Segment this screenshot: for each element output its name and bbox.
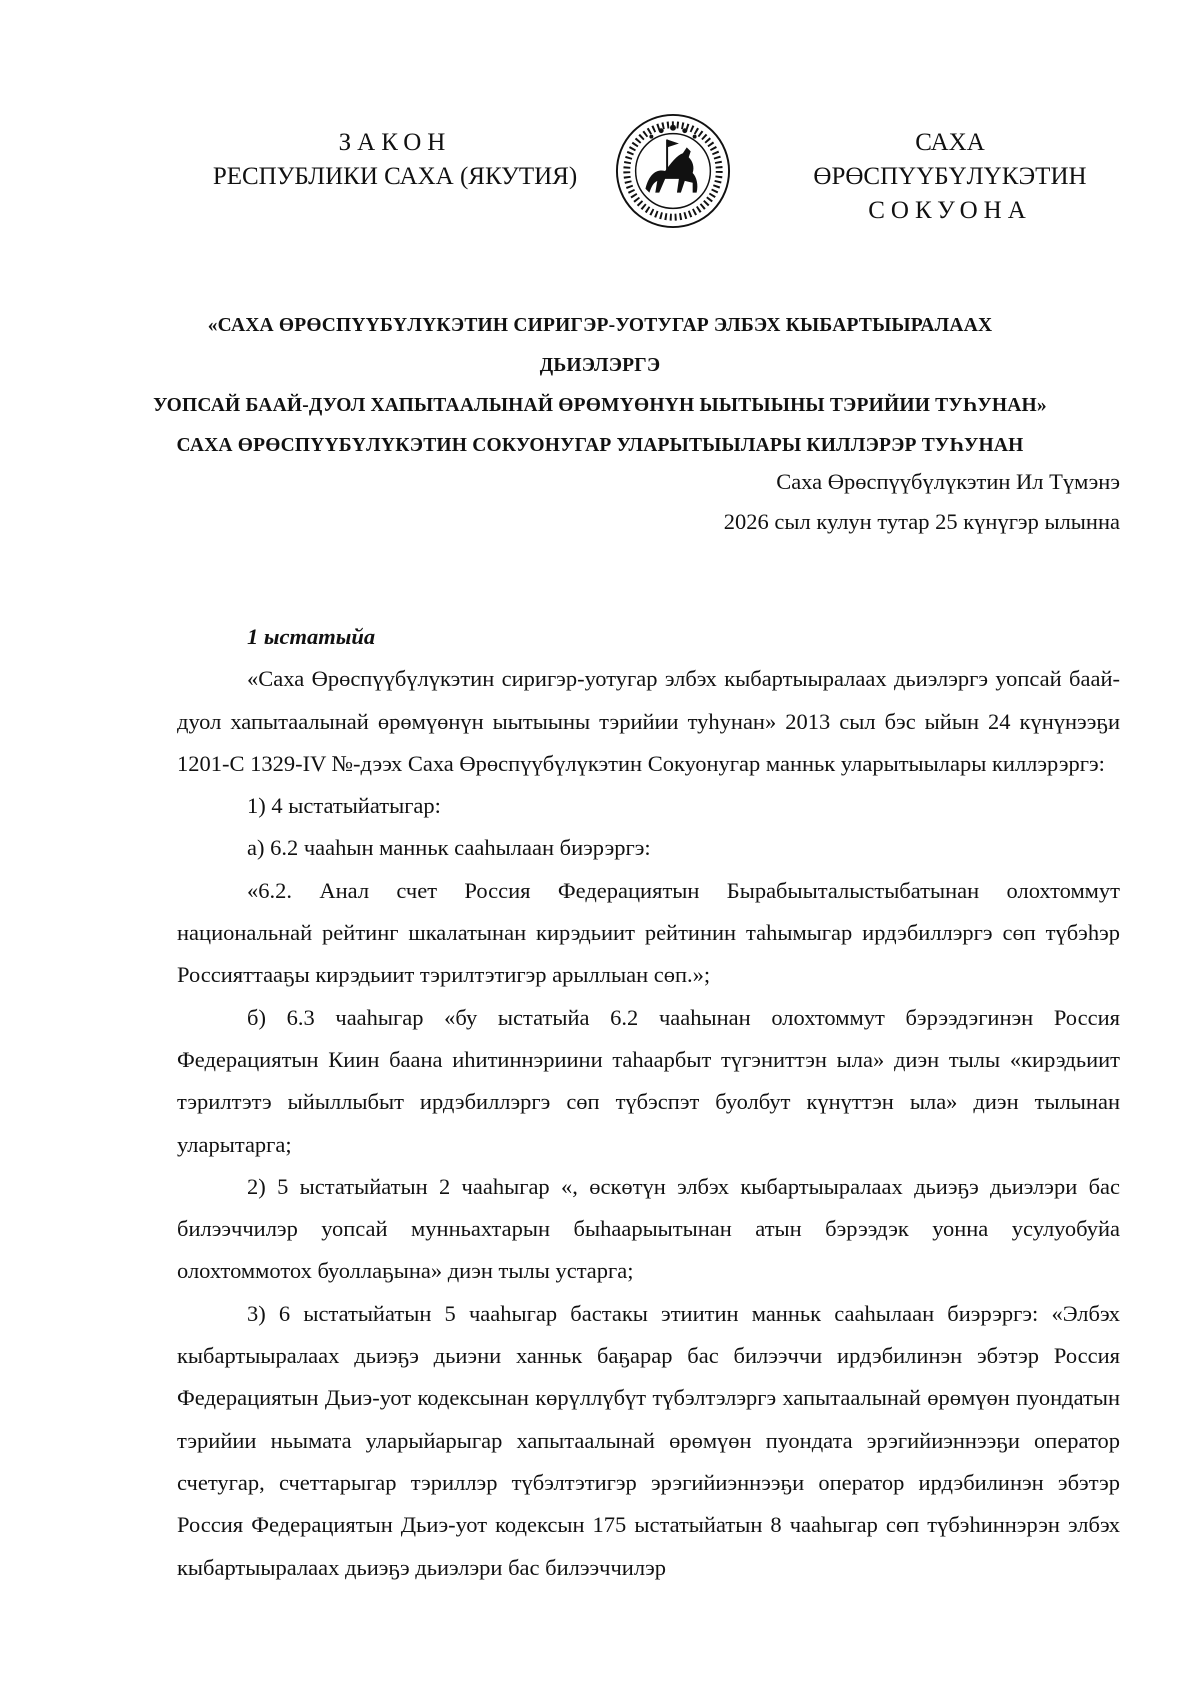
paragraph: «6.2. Анал счет Россия Федерациятын Бырабыыталыстыбатынан олохтоммут национальнай рейтинг шкалатынан кирэдьиит рейтинин таһымыгар ирдэбиллэргэ сөп түбэһэр Россияттааҕы кирэдьиит тэрилтэтигэр арыллыан сөп.»; xyxy=(177,877,1120,988)
republic-name-sakha: САХА ӨРӨСПҮҮБҮЛҮКЭТИН xyxy=(813,129,1087,190)
paragraph: 3) 6 ыстатыйатын 5 чааһыгар бастакы этиитин манньк сааһылаан биэрэргэ: «Элбэх кыбартыыралаах дьиэҕэ дьиэни ханньк баҕарар бас билээччи ирдэбилинэн эбэтэр Россия Федерациятын Дьиэ-уот кодексынан көрүллүбүт түбэлтэлэргэ хапытаалынай өрөмүөн пуондатын тэрийии ньымата уларыйарыгар хапытаалынай өрөмүөн пуондата эрэгийиэннээҕи оператор счетугар, счеттарыгар тэриллэр түбэлтэтигэр эрэгийиэннээҕи оператор ирдэбилинэн эбэтэр Россия Федерациятын Дьиэ-уот кодексын 175 ыстатыйатын 8 чааһыгар сөп түбэһиннэрэн элбэх кыбартыыралаах дьиэҕэ дьиэлэри бас билээччилэр xyxy=(177,1300,1120,1580)
coat-of-arms-emblem-icon xyxy=(614,112,732,230)
header-right xyxy=(780,126,1120,228)
article-heading: 1 ыстатыйа xyxy=(247,624,376,649)
paragraph: «Саха Өрөспүүбүлүкэтин сиригэр-уотугар элбэх кыбартыыралаах дьиэлэргэ уопсай баай-дуол хапытаалынай өрөмүөнүн ыытыыны тэрийии туһунан» 2013 сыл бэс ыйын 24 күнүнээҕи 1201-С 1329-IV №-дээх Саха Өрөспүүбүлүкэтин Сокуонугар манньк уларытыылары киллэрэргэ: xyxy=(177,666,1120,776)
title-line-1: «САХА ӨРӨСПҮҮБҮЛҮКЭТИН СИРИГЭР-УОТУГАР ЭЛБЭХ КЫБАРТЫЫРАЛААХ ДЬИЭЛЭРГЭ xyxy=(207,315,993,376)
adoption-block xyxy=(724,462,1120,542)
header-left xyxy=(210,126,580,194)
paragraph: 2) 5 ыстатыйатын 2 чааһыгар «, өскөтүн элбэх кыбартыыралаах дьиэҕэ дьиэлэри бас билээччилэр уопсай мунньахтарын быһаарыытынан атын бэрээдэк уонна усулуобуйа олохтоммотох буоллаҕына» диэн тылы устарга; xyxy=(177,1173,1120,1284)
paragraph: а) 6.2 чааһын манньк сааһылаан биэрэргэ: xyxy=(247,835,651,861)
adopting-body: Саха Өрөспүүбүлүкэтин Ил Түмэнэ xyxy=(776,469,1120,494)
law-label-sakha: СОКУОНА xyxy=(868,197,1032,224)
title-line-2: УОПСАЙ БААЙ-ДУОЛ ХАПЫТААЛЫНАЙ ӨРӨМҮӨНҮН ЫЫТЫЫНЫ ТЭРИЙИИ ТУҺУНАН» xyxy=(153,395,1047,416)
law-title xyxy=(150,306,1050,466)
title-line-3: САХА ӨРӨСПҮҮБҮЛҮКЭТИН СОКУОНУГАР УЛАРЫТЫЫЛАРЫ КИЛЛЭРЭР ТУҺУНАН xyxy=(176,435,1024,456)
republic-name-ru: РЕСПУБЛИКИ САХА (ЯКУТИЯ) xyxy=(212,163,578,190)
law-label-ru: ЗАКОН xyxy=(338,129,452,156)
paragraph: 1) 4 ыстатыйатыгар: xyxy=(247,793,441,819)
document-body xyxy=(177,616,1120,1589)
paragraph: б) 6.3 чааһыгар «бу ыстатыйа 6.2 чааһынан олохтоммут бэрээдэгинэн Россия Федерациятын Киин баана иһитиннэриини таһаарбыт түгэниттэн ыла» диэн тылы «кирэдьиит тэрилтэтэ ыйыллыбыт ирдэбиллэргэ сөп түбэспэт буолбут күнүттэн ыла» диэн тылынан уларытарга; xyxy=(177,1004,1120,1157)
adoption-date: 2026 сыл кулун тутар 25 күнүгэр ылынна xyxy=(723,509,1120,534)
